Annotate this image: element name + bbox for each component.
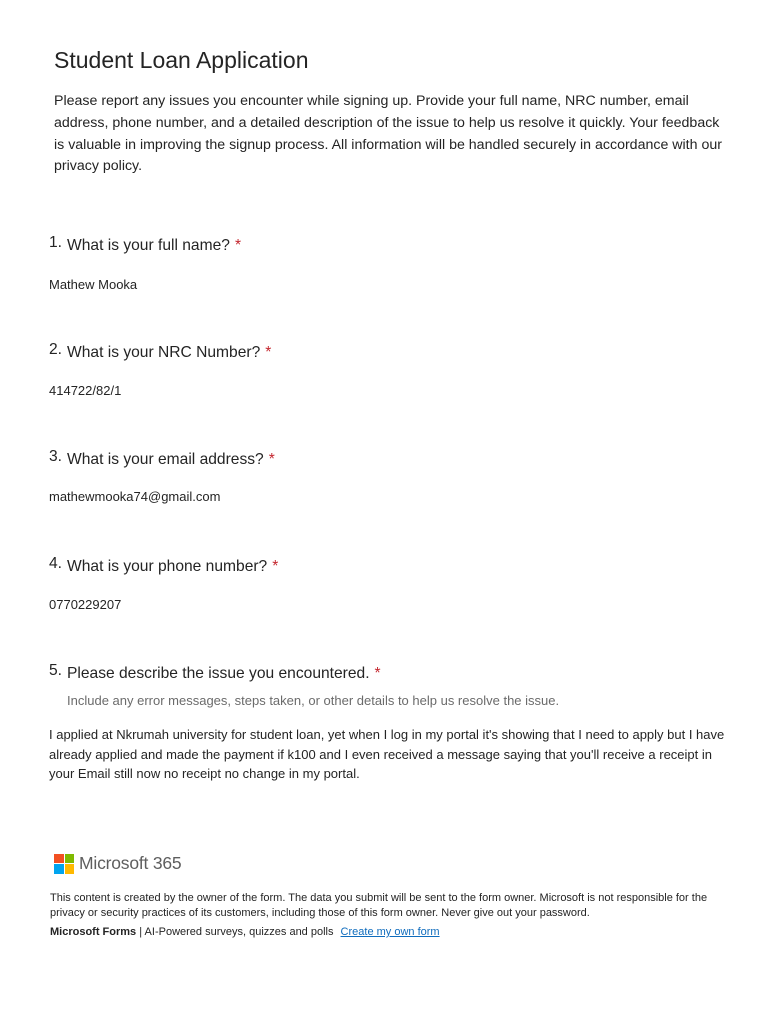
- question-subtitle: Include any error messages, steps taken, or other details to help us resolve the issue.: [67, 693, 560, 708]
- question-text: Please describe the issue you encountered. *: [67, 665, 381, 682]
- form-title: Student Loan Application: [54, 47, 309, 73]
- question-header: [49, 555, 729, 582]
- question-text: What is your full name? *: [67, 237, 242, 254]
- question-email: [49, 448, 729, 504]
- required-mark: *: [265, 344, 272, 361]
- microsoft-forms-brand: Microsoft Forms: [50, 926, 137, 938]
- question-number: 1.: [49, 234, 63, 251]
- microsoft-logo-icon: [54, 854, 74, 874]
- answer-issue-description: I applied at Nkrumah university for student loan, yet when I log in my portal it's showing that I need to apply but I have already applied and made the payment if k100 and I even received a message saying that you'll receive a receipt in your Email still now no receipt no change in my portal.: [49, 727, 725, 781]
- question-header: [49, 662, 729, 689]
- footer-tagline: | AI-Powered surveys, quizzes and polls: [139, 926, 334, 938]
- required-mark: *: [234, 237, 242, 254]
- question-number: 2.: [49, 341, 63, 358]
- question-header: [49, 234, 729, 261]
- question-text: What is your NRC Number? *: [67, 344, 272, 361]
- question-text: What is your phone number? *: [67, 558, 279, 575]
- answer-nrc-number: 414722/82/1: [49, 383, 122, 398]
- required-mark: *: [374, 665, 381, 682]
- question-number: 4.: [49, 555, 63, 572]
- create-own-form-link[interactable]: Create my own form: [340, 926, 440, 938]
- required-mark: *: [272, 558, 279, 575]
- microsoft-365-logo: [54, 853, 181, 874]
- answer-full-name: Mathew Mooka: [49, 277, 138, 292]
- answer-email: mathewmooka74@gmail.com: [49, 489, 221, 504]
- footer-disclaimer: This content is created by the owner of the form. The data you submit will be sent to the form owner. Microsoft is not responsible for the privacy or security practices of its customers, including those of this form owner. Never give out your password.: [50, 892, 708, 919]
- form-description: Please report any issues you encounter while signing up. Provide your full name, NRC number, email address, phone number, and a detailed description of the issue to help us resolve it quickly. Your feedback is valuable in improving the signup process. All information will be handled securely in accordance with our privacy policy.: [54, 93, 722, 175]
- question-header: [49, 448, 729, 475]
- question-nrc-number: [49, 341, 729, 398]
- answer-phone: 0770229207: [49, 597, 122, 612]
- required-mark: *: [268, 451, 275, 468]
- microsoft-365-wordmark: Microsoft 365: [79, 853, 182, 873]
- question-phone: [49, 555, 729, 612]
- question-text: What is your email address? *: [67, 451, 275, 468]
- question-number: 3.: [49, 448, 63, 465]
- footer-brand-line: [50, 925, 440, 939]
- question-number: 5.: [49, 662, 63, 679]
- question-full-name: [49, 234, 729, 292]
- question-header: [49, 341, 729, 368]
- question-issue-description: [49, 662, 729, 781]
